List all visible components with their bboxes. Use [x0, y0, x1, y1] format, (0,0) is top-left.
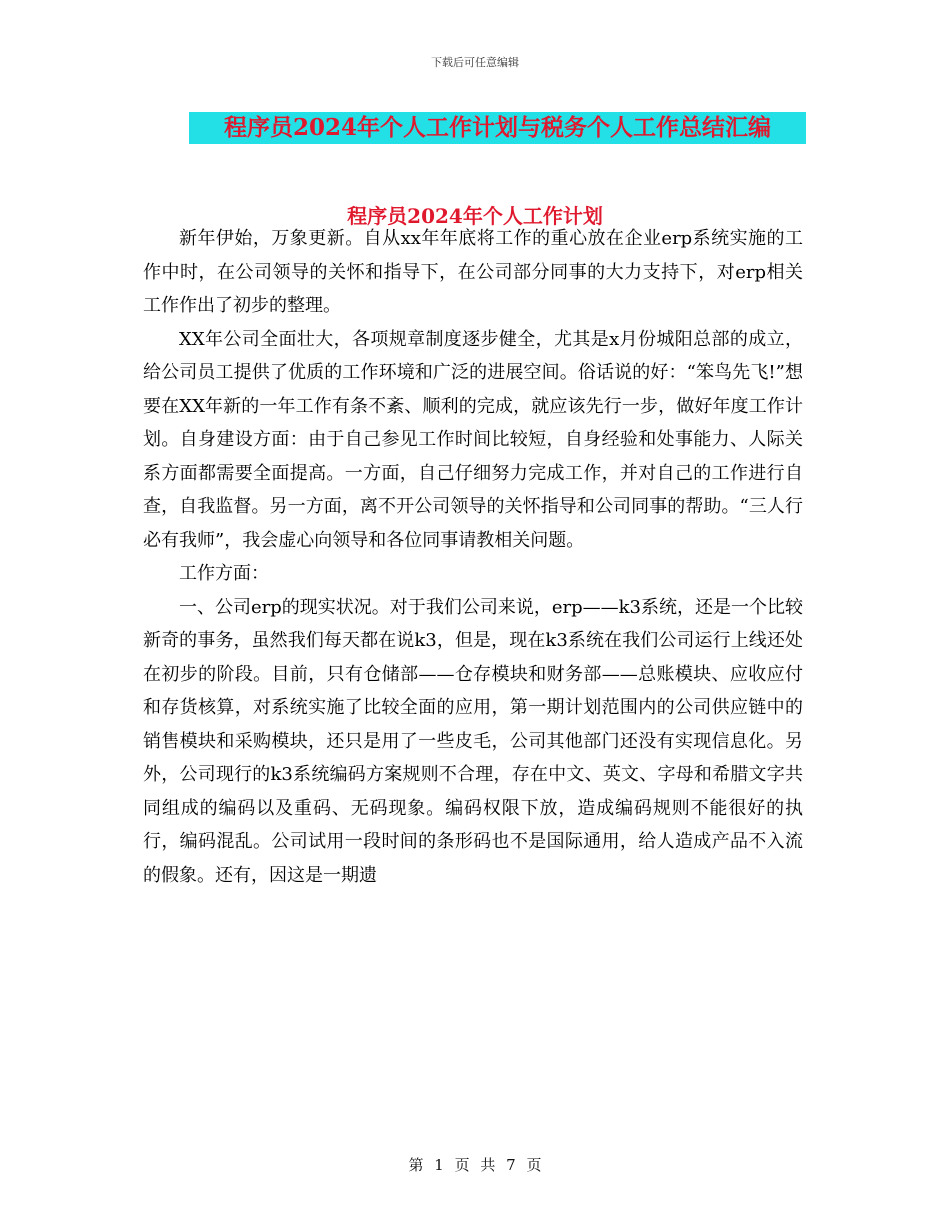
document-title: 程序员2024年个人工作计划与税务个人工作总结汇编: [189, 112, 806, 144]
paragraph-2: XX年公司全面壮大，各项规章制度逐步健全，尤其是x月份城阳总部的成立，给公司员工提供了优质的工作环境和广泛的进展空间。俗话说的好：“笨鸟先飞!”想要在XX年新的一年工作有条不紊、顺利的完成，就应该先行一步，做好年度工作计划。自身建设方面：由于自己参见工作时间比较短，自身经验和处事能力、人际关系方面都需要全面提高。一方面，自己仔细努力完成工作，并对自己的工作进行自查，自我监督。另一方面，离不开公司领导的关怀指导和公司同事的帮助。“三人行必有我师”，我会虚心向领导和各位同事请教相关问题。: [143, 328, 803, 551]
header-note: 下载后可任意编辑: [431, 56, 519, 69]
paragraph-3: 工作方面：: [179, 563, 269, 584]
section-title: 程序员2024年个人工作计划: [347, 204, 603, 228]
paragraph-4: 一、公司erp的现实状况。对于我们公司来说，erp——k3系统，还是一个比较新奇的事务，虽然我们每天都在说k3，但是，现在k3系统在我们公司运行上线还处在初步的阶段。目前，只有仓储部——仓存模块和财务部——总账模块、应收应付和存货核算，对系统实施了比较全面的应用，第一期计划范围内的公司供应链中的销售模块和采购模块，还只是用了一些皮毛，公司其他部门还没有实现信息化。另外，公司现行的k3系统编码方案规则不合理，存在中文、英文、字母和希腊文字共同组成的编码以及重码、无码现象。编码权限下放，造成编码规则不能很好的执行，编码混乱。公司试用一段时间的条形码也不是国际通用，给人造成产品不入流的假象。还有，因这是一期遗: [143, 596, 803, 886]
page-footer: 第 1 页 共 7 页: [408, 1156, 542, 1174]
document-body: [143, 222, 803, 892]
paragraph-1: 新年伊始，万象更新。自从xx年年底将工作的重心放在企业erp系统实施的工作中时，在公司领导的关怀和指导下，在公司部分同事的大力支持下，对erp相关工作作出了初步的整理。: [143, 228, 803, 316]
